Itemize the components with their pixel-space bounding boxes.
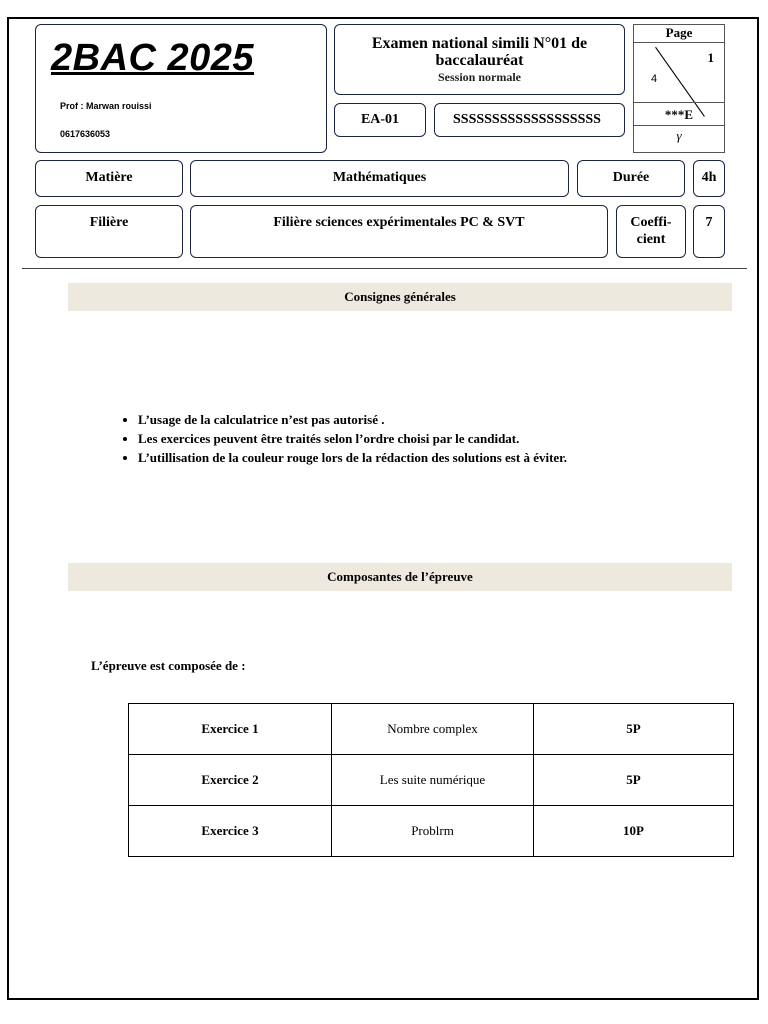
stream-value: Filière sciences expérimentales PC & SVT <box>190 205 608 258</box>
paper-code: ***E <box>634 102 724 126</box>
exercise-topic: Problrm <box>332 806 534 857</box>
list-item: • L’utillisation de la couleur rouge lors de la rédaction des solutions est à éviter. <box>138 448 748 467</box>
components-intro: L’épreuve est composée de : <box>91 658 246 673</box>
exam-session: Session normale <box>437 70 521 84</box>
exercise-name: Exercice 3 <box>129 806 332 857</box>
table-row <box>129 755 734 806</box>
teacher-phone: 0617636053 <box>60 129 111 139</box>
page-label: Page <box>634 25 724 43</box>
page-number: 1 <box>707 50 714 65</box>
exam-title-box <box>334 24 625 95</box>
subject-value: Mathématiques <box>190 160 569 197</box>
exercise-points: 5P <box>534 704 734 755</box>
page-box <box>633 24 725 153</box>
exam-title: Examen national simili N°01 de baccalauréat <box>371 35 588 69</box>
table-row <box>129 704 734 755</box>
coefficient-value: 7 <box>693 205 725 258</box>
paper-symbol: γ <box>676 128 682 143</box>
teacher-name: Prof : Marwan rouissi <box>60 101 152 111</box>
stream-label: Filière <box>35 205 183 258</box>
duration-label: Durée <box>577 160 685 197</box>
brand-box <box>35 24 327 153</box>
duration-value: 4h <box>693 160 725 197</box>
table-row <box>129 806 734 857</box>
exam-serial: SSSSSSSSSSSSSSSSSSS <box>434 103 625 137</box>
exercise-name: Exercice 2 <box>129 755 332 806</box>
list-item: • L’usage de la calculatrice n’est pas autorisé . <box>138 410 748 429</box>
subject-label: Matière <box>35 160 183 197</box>
exercise-name: Exercice 1 <box>129 704 332 755</box>
exercise-topic: Nombre complex <box>332 704 534 755</box>
instructions-list <box>108 410 748 467</box>
components-title: Composantes de l’épreuve <box>68 563 732 591</box>
instructions-title: Consignes générales <box>68 283 732 311</box>
coefficient-label: Coeffi-cient <box>616 205 686 258</box>
exercise-points: 10P <box>534 806 734 857</box>
header-divider <box>22 268 747 269</box>
list-item: • Les exercices peuvent être traités selon l’ordre choisi par le candidat. <box>138 429 748 448</box>
page-total: 4 <box>651 73 658 85</box>
exam-code: EA-01 <box>334 103 426 137</box>
exercise-table <box>128 703 734 857</box>
exercise-points: 5P <box>534 755 734 806</box>
brand-title: 2BAC 2025 <box>51 37 255 79</box>
exercise-topic: Les suite numérique <box>332 755 534 806</box>
